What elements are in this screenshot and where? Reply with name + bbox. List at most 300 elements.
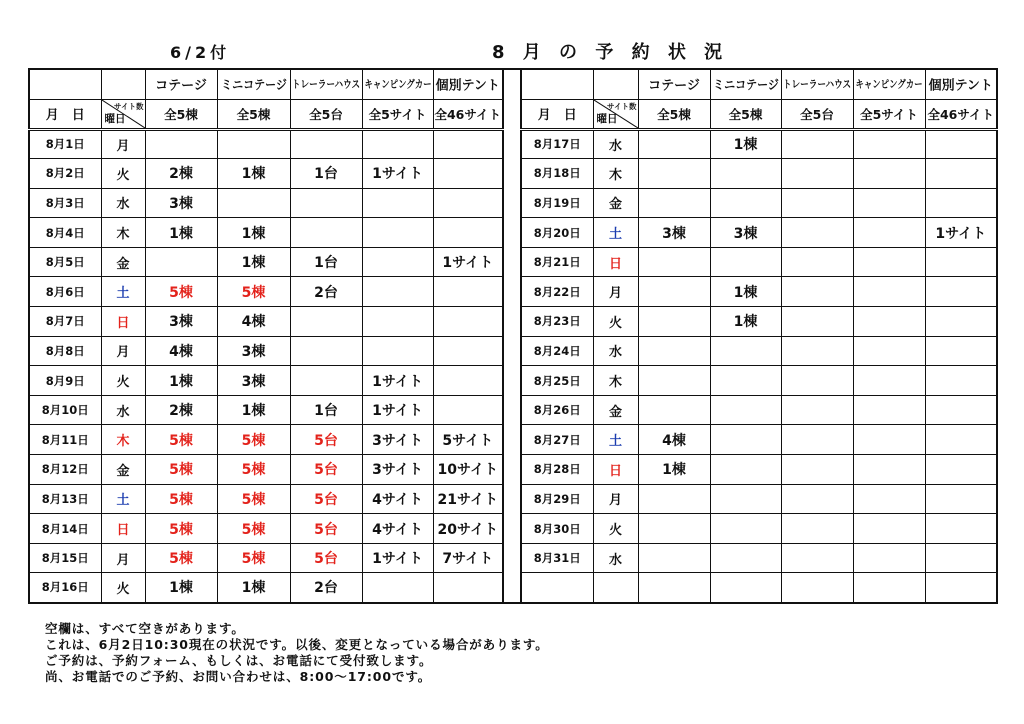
table-row <box>521 218 997 248</box>
weekday-cell: 水 <box>593 336 638 366</box>
weekday-label: 曜日 <box>596 112 618 125</box>
date-cell: 8月1日 <box>29 129 101 159</box>
availability-cell-mini-cottage: 5棟 <box>217 425 290 455</box>
date-cell: 8月21日 <box>521 247 593 277</box>
availability-cell-trailer-house: 5台 <box>290 455 362 485</box>
availability-cell-trailer-house <box>781 159 853 189</box>
availability-cell-trailer-house: 1台 <box>290 247 362 277</box>
availability-cell-mini-cottage <box>710 455 781 485</box>
availability-cell-mini-cottage <box>710 188 781 218</box>
table-row <box>521 455 997 485</box>
availability-cell-mini-cottage <box>217 188 290 218</box>
table-row <box>29 129 503 159</box>
weekday-cell: 金 <box>593 188 638 218</box>
header-blank-date <box>29 69 101 99</box>
date-cell <box>521 573 593 603</box>
availability-cell-individual-tent <box>925 543 997 573</box>
availability-cell-camping-car: 1サイト <box>362 543 433 573</box>
header-row-capacity <box>29 99 503 129</box>
table-row <box>29 543 503 573</box>
availability-cell-mini-cottage: 1棟 <box>217 218 290 248</box>
availability-cell-individual-tent <box>433 129 503 159</box>
availability-cell-mini-cottage <box>710 395 781 425</box>
column-header-weekday <box>593 99 638 129</box>
availability-cell-trailer-house <box>290 366 362 396</box>
availability-cell-individual-tent: 1サイト <box>433 247 503 277</box>
availability-cell-camping-car <box>853 188 925 218</box>
weekday-cell: 土 <box>101 277 145 307</box>
availability-cell-mini-cottage: 5棟 <box>217 277 290 307</box>
availability-cell-cottage <box>638 188 710 218</box>
availability-cell-mini-cottage: 5棟 <box>217 484 290 514</box>
availability-cell-camping-car <box>853 159 925 189</box>
availability-cell-cottage: 1棟 <box>638 455 710 485</box>
reservation-table-right <box>520 68 998 604</box>
availability-cell-individual-tent <box>925 455 997 485</box>
weekday-cell: 日 <box>593 247 638 277</box>
availability-cell-trailer-house <box>781 514 853 544</box>
availability-cell-cottage <box>638 129 710 159</box>
weekday-cell: 火 <box>101 366 145 396</box>
column-header-camping-car <box>853 69 925 99</box>
table-row <box>521 366 997 396</box>
availability-cell-mini-cottage: 1棟 <box>217 159 290 189</box>
column-header-date: 月 日 <box>521 99 593 129</box>
availability-cell-individual-tent <box>433 277 503 307</box>
table-row <box>29 188 503 218</box>
column-header-label: コテージ <box>648 78 700 94</box>
availability-cell-cottage <box>638 484 710 514</box>
column-header-trailer-house <box>290 69 362 99</box>
availability-cell-cottage: 5棟 <box>145 484 217 514</box>
availability-cell-trailer-house <box>781 307 853 337</box>
availability-cell-trailer-house <box>781 218 853 248</box>
capacity-individual-tent: 全46サイト <box>433 99 503 129</box>
weekday-cell: 金 <box>593 395 638 425</box>
availability-cell-trailer-house <box>781 188 853 218</box>
date-cell: 8月17日 <box>521 129 593 159</box>
availability-cell-individual-tent: 20サイト <box>433 514 503 544</box>
table-row <box>521 188 997 218</box>
column-header-label: ミニコテージ <box>220 77 287 93</box>
availability-cell-cottage: 2棟 <box>145 159 217 189</box>
table-row <box>521 484 997 514</box>
availability-cell-individual-tent <box>433 395 503 425</box>
date-cell: 8月8日 <box>29 336 101 366</box>
column-header-label: トレーラーハウス <box>782 78 852 91</box>
weekday-cell: 土 <box>593 425 638 455</box>
column-header-cottage <box>638 69 710 99</box>
weekday-cell: 木 <box>593 366 638 396</box>
availability-cell-individual-tent <box>433 188 503 218</box>
table-row <box>521 277 997 307</box>
availability-cell-trailer-house: 1台 <box>290 395 362 425</box>
availability-cell-mini-cottage <box>710 573 781 603</box>
availability-cell-individual-tent <box>925 277 997 307</box>
date-cell: 8月3日 <box>29 188 101 218</box>
availability-cell-cottage <box>638 307 710 337</box>
notes-block <box>45 621 549 685</box>
date-cell: 8月18日 <box>521 159 593 189</box>
availability-cell-cottage <box>145 129 217 159</box>
availability-cell-camping-car: 1サイト <box>362 366 433 396</box>
availability-cell-camping-car <box>362 247 433 277</box>
availability-cell-camping-car <box>362 307 433 337</box>
header-row-category <box>521 69 997 99</box>
availability-cell-camping-car <box>362 277 433 307</box>
availability-cell-mini-cottage: 5棟 <box>217 455 290 485</box>
availability-cell-mini-cottage: 1棟 <box>217 395 290 425</box>
date-cell: 8月11日 <box>29 425 101 455</box>
availability-cell-cottage <box>145 247 217 277</box>
availability-cell-trailer-house <box>781 484 853 514</box>
date-cell: 8月5日 <box>29 247 101 277</box>
date-cell: 8月13日 <box>29 484 101 514</box>
header-row-capacity <box>521 99 997 129</box>
date-cell: 8月29日 <box>521 484 593 514</box>
sites-count-label: サイト数 <box>114 101 144 111</box>
availability-cell-trailer-house <box>781 425 853 455</box>
availability-cell-camping-car: 1サイト <box>362 395 433 425</box>
table-row <box>521 543 997 573</box>
availability-cell-camping-car <box>853 336 925 366</box>
availability-cell-cottage <box>638 247 710 277</box>
date-cell: 8月23日 <box>521 307 593 337</box>
sites-count-label: サイト数 <box>607 101 637 111</box>
availability-cell-trailer-house: 2台 <box>290 573 362 603</box>
availability-cell-mini-cottage: 1棟 <box>217 573 290 603</box>
availability-cell-trailer-house <box>290 218 362 248</box>
availability-cell-trailer-house <box>781 336 853 366</box>
table-row <box>521 514 997 544</box>
availability-cell-cottage: 5棟 <box>145 543 217 573</box>
note-line: これは、6月2日10:30現在の状況です。以後、変更となっている場合があります。 <box>45 637 549 652</box>
weekday-cell: 月 <box>593 277 638 307</box>
availability-cell-individual-tent <box>925 307 997 337</box>
table-row <box>29 336 503 366</box>
availability-cell-mini-cottage: 5棟 <box>217 543 290 573</box>
date-cell: 8月28日 <box>521 455 593 485</box>
table-row <box>521 159 997 189</box>
availability-cell-cottage: 2棟 <box>145 395 217 425</box>
availability-cell-camping-car <box>853 218 925 248</box>
availability-cell-trailer-house <box>290 188 362 218</box>
availability-cell-mini-cottage <box>710 336 781 366</box>
weekday-cell: 火 <box>101 159 145 189</box>
availability-cell-individual-tent <box>925 484 997 514</box>
availability-cell-cottage <box>638 543 710 573</box>
column-header-label: キャンピングカー <box>855 78 923 91</box>
availability-cell-cottage <box>638 366 710 396</box>
column-header-cottage <box>145 69 217 99</box>
column-header-weekday <box>101 99 145 129</box>
table-row <box>521 573 997 603</box>
availability-cell-cottage: 3棟 <box>638 218 710 248</box>
availability-cell-trailer-house <box>290 129 362 159</box>
availability-cell-cottage: 3棟 <box>145 307 217 337</box>
date-cell: 8月22日 <box>521 277 593 307</box>
date-cell: 8月16日 <box>29 573 101 603</box>
availability-cell-trailer-house <box>781 395 853 425</box>
weekday-cell: 月 <box>101 336 145 366</box>
availability-cell-individual-tent <box>925 366 997 396</box>
availability-cell-individual-tent <box>433 366 503 396</box>
column-header-mini-cottage <box>710 69 781 99</box>
weekday-cell: 水 <box>101 188 145 218</box>
date-cell: 8月4日 <box>29 218 101 248</box>
column-header-label: トレーラーハウス <box>291 78 361 91</box>
availability-cell-individual-tent: 7サイト <box>433 543 503 573</box>
availability-cell-camping-car <box>362 218 433 248</box>
weekday-cell: 火 <box>593 307 638 337</box>
availability-cell-mini-cottage <box>710 366 781 396</box>
availability-cell-mini-cottage <box>710 425 781 455</box>
availability-cell-trailer-house <box>781 573 853 603</box>
availability-cell-individual-tent <box>925 247 997 277</box>
weekday-cell: 火 <box>593 514 638 544</box>
availability-cell-trailer-house <box>781 366 853 396</box>
availability-cell-camping-car: 4サイト <box>362 514 433 544</box>
issue-date-label: 6/2付 <box>170 43 231 62</box>
availability-cell-cottage: 4棟 <box>638 425 710 455</box>
availability-cell-mini-cottage: 3棟 <box>217 336 290 366</box>
weekday-label: 曜日 <box>104 112 126 125</box>
availability-cell-individual-tent <box>925 573 997 603</box>
date-cell: 8月30日 <box>521 514 593 544</box>
availability-cell-individual-tent <box>925 336 997 366</box>
availability-cell-camping-car <box>853 543 925 573</box>
availability-cell-camping-car <box>362 129 433 159</box>
table-row <box>521 395 997 425</box>
availability-cell-individual-tent: 21サイト <box>433 484 503 514</box>
availability-cell-individual-tent <box>925 129 997 159</box>
availability-cell-individual-tent: 1サイト <box>925 218 997 248</box>
table-row <box>29 159 503 189</box>
capacity-mini-cottage: 全5棟 <box>710 99 781 129</box>
column-header-label: キャンピングカー <box>363 78 432 91</box>
availability-cell-camping-car: 4サイト <box>362 484 433 514</box>
weekday-cell: 金 <box>101 455 145 485</box>
weekday-cell: 水 <box>101 395 145 425</box>
availability-cell-individual-tent: 10サイト <box>433 455 503 485</box>
availability-cell-mini-cottage: 1棟 <box>710 129 781 159</box>
weekday-cell: 月 <box>101 129 145 159</box>
availability-cell-mini-cottage <box>710 514 781 544</box>
date-cell: 8月31日 <box>521 543 593 573</box>
date-cell: 8月10日 <box>29 395 101 425</box>
table-row <box>29 395 503 425</box>
availability-cell-trailer-house: 5台 <box>290 484 362 514</box>
availability-cell-camping-car <box>853 425 925 455</box>
availability-cell-cottage: 4棟 <box>145 336 217 366</box>
availability-cell-trailer-house: 5台 <box>290 425 362 455</box>
date-cell: 8月25日 <box>521 366 593 396</box>
availability-cell-cottage <box>638 514 710 544</box>
availability-cell-individual-tent: 5サイト <box>433 425 503 455</box>
availability-cell-camping-car <box>362 336 433 366</box>
date-cell: 8月15日 <box>29 543 101 573</box>
availability-cell-individual-tent <box>925 514 997 544</box>
table-row <box>29 307 503 337</box>
availability-cell-camping-car <box>853 455 925 485</box>
availability-cell-camping-car <box>853 277 925 307</box>
capacity-cottage: 全5棟 <box>145 99 217 129</box>
weekday-cell: 木 <box>593 159 638 189</box>
availability-cell-camping-car <box>362 573 433 603</box>
capacity-mini-cottage: 全5棟 <box>217 99 290 129</box>
availability-cell-cottage: 5棟 <box>145 425 217 455</box>
header-blank-date <box>521 69 593 99</box>
capacity-camping-car: 全5サイト <box>362 99 433 129</box>
availability-cell-camping-car <box>853 247 925 277</box>
capacity-trailer-house: 全5台 <box>290 99 362 129</box>
availability-cell-cottage <box>638 336 710 366</box>
availability-cell-camping-car: 3サイト <box>362 425 433 455</box>
availability-cell-individual-tent <box>433 573 503 603</box>
availability-cell-cottage: 5棟 <box>145 277 217 307</box>
availability-cell-individual-tent <box>925 425 997 455</box>
column-header-trailer-house <box>781 69 853 99</box>
availability-cell-individual-tent <box>433 159 503 189</box>
availability-cell-mini-cottage: 3棟 <box>710 218 781 248</box>
weekday-cell: 土 <box>101 484 145 514</box>
weekday-cell: 水 <box>593 129 638 159</box>
weekday-cell: 日 <box>593 455 638 485</box>
availability-cell-cottage: 5棟 <box>145 514 217 544</box>
availability-cell-cottage <box>638 277 710 307</box>
weekday-cell: 日 <box>101 307 145 337</box>
availability-cell-camping-car <box>853 484 925 514</box>
capacity-cottage: 全5棟 <box>638 99 710 129</box>
weekday-cell: 木 <box>101 218 145 248</box>
availability-cell-cottage: 3棟 <box>145 188 217 218</box>
availability-cell-mini-cottage: 3棟 <box>217 366 290 396</box>
availability-cell-trailer-house <box>781 543 853 573</box>
availability-cell-mini-cottage <box>710 159 781 189</box>
weekday-cell: 月 <box>101 543 145 573</box>
weekday-cell: 土 <box>593 218 638 248</box>
availability-cell-individual-tent <box>925 159 997 189</box>
weekday-cell: 火 <box>101 573 145 603</box>
table-row <box>521 425 997 455</box>
table-separator <box>502 68 520 604</box>
availability-cell-mini-cottage <box>710 543 781 573</box>
availability-cell-trailer-house: 5台 <box>290 514 362 544</box>
date-cell: 8月6日 <box>29 277 101 307</box>
availability-cell-mini-cottage <box>710 484 781 514</box>
availability-cell-mini-cottage: 1棟 <box>217 247 290 277</box>
table-row <box>29 455 503 485</box>
weekday-cell: 月 <box>593 484 638 514</box>
availability-cell-camping-car: 3サイト <box>362 455 433 485</box>
table-row <box>29 425 503 455</box>
availability-cell-cottage: 1棟 <box>145 573 217 603</box>
column-header-mini-cottage <box>217 69 290 99</box>
date-cell: 8月7日 <box>29 307 101 337</box>
header-blank-weekday <box>593 69 638 99</box>
page-title: 8 月 の 予 約 状 況 <box>492 42 729 63</box>
weekday-cell: 日 <box>101 514 145 544</box>
table-row <box>29 218 503 248</box>
availability-cell-trailer-house: 5台 <box>290 543 362 573</box>
availability-cell-mini-cottage: 1棟 <box>710 277 781 307</box>
date-cell: 8月26日 <box>521 395 593 425</box>
header-blank-weekday <box>101 69 145 99</box>
availability-cell-camping-car <box>853 307 925 337</box>
table-row <box>29 514 503 544</box>
weekday-cell: 水 <box>593 543 638 573</box>
availability-cell-trailer-house <box>290 307 362 337</box>
note-line: ご予約は、予約フォーム、もしくは、お電話にて受付致します。 <box>45 653 433 668</box>
availability-cell-camping-car: 1サイト <box>362 159 433 189</box>
column-header-individual-tent <box>925 69 997 99</box>
availability-cell-trailer-house <box>781 129 853 159</box>
reservation-table-left <box>28 68 504 604</box>
date-cell: 8月9日 <box>29 366 101 396</box>
availability-cell-cottage: 5棟 <box>145 455 217 485</box>
availability-cell-mini-cottage: 1棟 <box>710 307 781 337</box>
date-cell: 8月12日 <box>29 455 101 485</box>
availability-cell-camping-car <box>853 366 925 396</box>
capacity-camping-car: 全5サイト <box>853 99 925 129</box>
date-cell: 8月14日 <box>29 514 101 544</box>
column-header-camping-car <box>362 69 433 99</box>
weekday-cell: 木 <box>101 425 145 455</box>
column-header-label: 個別テント <box>928 78 993 94</box>
capacity-trailer-house: 全5台 <box>781 99 853 129</box>
availability-cell-camping-car <box>362 188 433 218</box>
availability-cell-trailer-house <box>781 277 853 307</box>
column-header-label: コテージ <box>155 78 207 94</box>
availability-cell-mini-cottage: 4棟 <box>217 307 290 337</box>
weekday-cell: 金 <box>101 247 145 277</box>
availability-cell-cottage: 1棟 <box>145 218 217 248</box>
weekday-cell <box>593 573 638 603</box>
availability-cell-trailer-house <box>781 247 853 277</box>
date-cell: 8月27日 <box>521 425 593 455</box>
availability-cell-individual-tent <box>433 307 503 337</box>
availability-cell-mini-cottage <box>710 247 781 277</box>
table-row <box>29 366 503 396</box>
availability-cell-camping-car <box>853 514 925 544</box>
availability-cell-trailer-house <box>781 455 853 485</box>
table-row <box>521 247 997 277</box>
table-row <box>521 336 997 366</box>
column-header-label: ミニコテージ <box>712 77 779 93</box>
date-cell: 8月20日 <box>521 218 593 248</box>
table-row <box>29 573 503 603</box>
availability-cell-cottage <box>638 159 710 189</box>
column-header-date: 月 日 <box>29 99 101 129</box>
availability-cell-trailer-house: 1台 <box>290 159 362 189</box>
capacity-individual-tent: 全46サイト <box>925 99 997 129</box>
table-row <box>521 129 997 159</box>
availability-cell-trailer-house: 2台 <box>290 277 362 307</box>
note-line: 空欄は、すべて空きがあります。 <box>45 621 245 636</box>
note-line: 尚、お電話でのご予約、お問い合わせは、8:00～17:00です。 <box>45 669 432 684</box>
availability-cell-cottage <box>638 395 710 425</box>
availability-cell-mini-cottage <box>217 129 290 159</box>
availability-cell-camping-car <box>853 129 925 159</box>
availability-cell-trailer-house <box>290 336 362 366</box>
availability-cell-individual-tent <box>433 218 503 248</box>
availability-cell-individual-tent <box>925 188 997 218</box>
column-header-label: 個別テント <box>435 78 500 94</box>
availability-cell-cottage <box>638 573 710 603</box>
column-header-individual-tent <box>433 69 503 99</box>
availability-cell-individual-tent <box>925 395 997 425</box>
date-cell: 8月24日 <box>521 336 593 366</box>
